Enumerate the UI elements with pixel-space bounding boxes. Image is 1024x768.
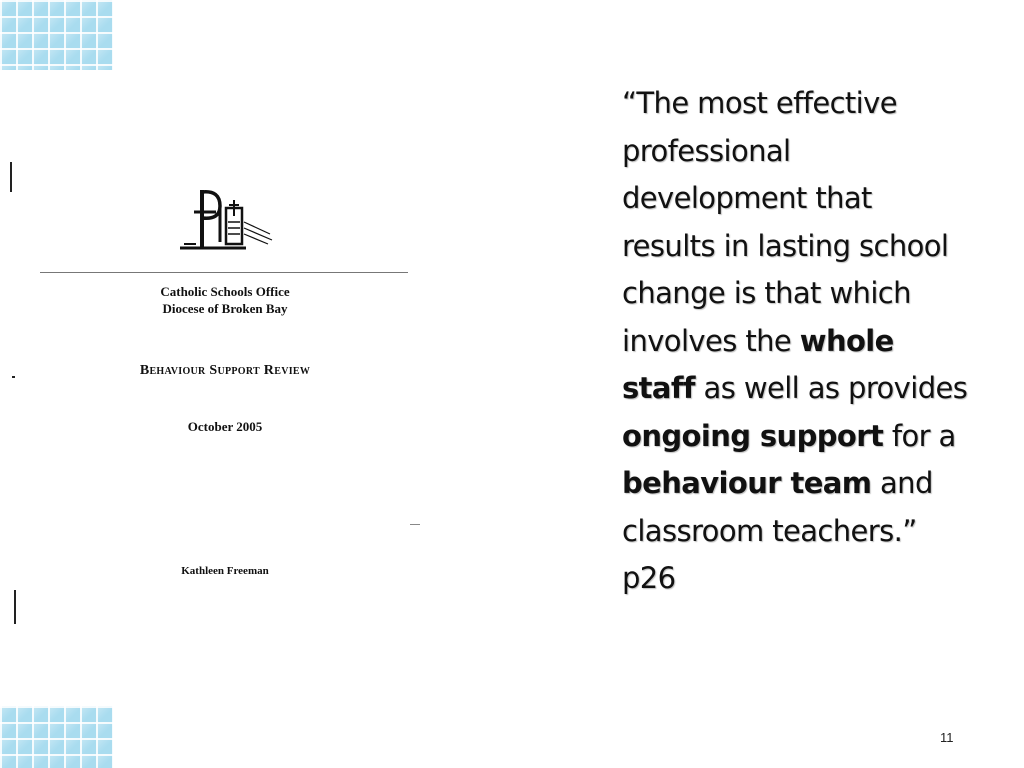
diocese-name: Diocese of Broken Bay [162,301,288,316]
quote-line: development that [622,181,872,215]
quote-emphasis: behaviour team [622,466,872,500]
quote-emphasis: ongoing support [622,418,884,453]
document-author: Kathleen Freeman [181,565,269,577]
quote-text: for a [883,418,956,453]
document-divider [40,272,408,273]
quote-emphasis: whole [799,323,894,358]
scan-artifact [14,590,16,624]
quote-line: professional [622,133,791,168]
quote-emphasis: staff [622,371,695,405]
quotation [622,80,1022,603]
decorative-tiles-top [0,0,113,70]
decorative-tiles-bottom [0,706,113,768]
quote-text: as well as provides [694,371,968,405]
diocese-logo [176,182,276,258]
document-date: October 2005 [187,419,263,434]
quote-citation: p26 [622,561,676,595]
quote-text: and [871,466,933,500]
organization-name: Catholic Schools Office [160,284,290,299]
quote-line [622,365,1022,413]
slide-number: 11 [940,730,954,745]
scan-artifact [12,376,15,378]
quote-text: involves the [622,323,800,358]
quote-line: classroom teachers.” [622,513,917,548]
quote-line: results in lasting school [622,228,949,263]
quote-line: “The most effective [622,86,897,120]
quote-line [622,460,1022,508]
quote-line: change is that which [622,276,911,310]
quote-line [622,318,1022,366]
document-cover-scan [0,150,450,650]
document-title: Behaviour Support Review [139,363,311,378]
quote-line [622,413,1022,461]
scan-artifact [10,162,12,192]
scan-artifact [410,524,420,525]
